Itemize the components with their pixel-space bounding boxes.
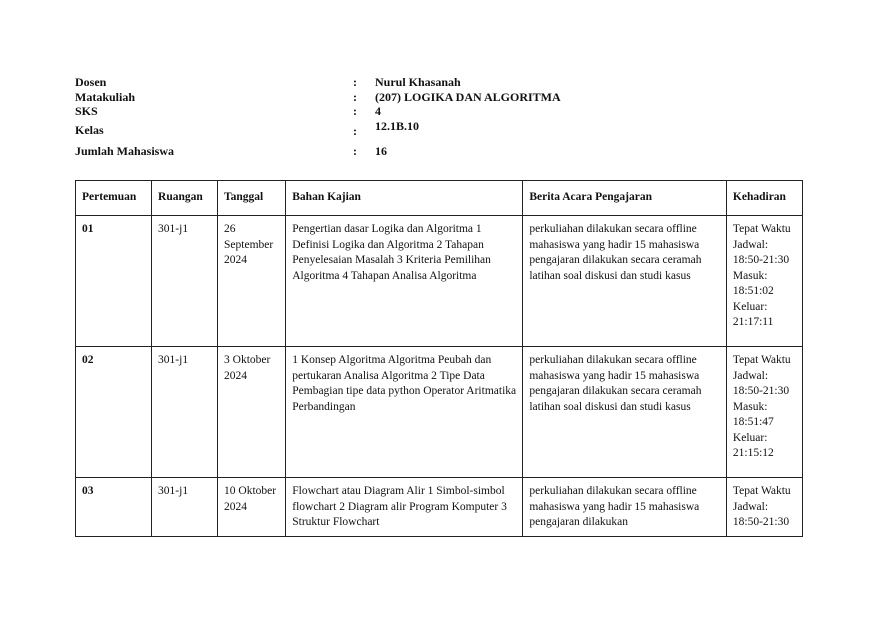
kehadiran-keluar: 21:15:12 xyxy=(732,447,774,459)
cell-bahan-kajian: Pengertian dasar Logika dan Algoritma 1 Definisi Logika dan Algoritma 2 Tahapan Penyelesaian Masalah 3 Kriteria Pemilihan Algoritma 4 Tahapan Analisa Algoritma xyxy=(286,216,523,347)
info-label: Kelas xyxy=(75,123,104,137)
cell-bahan-kajian: 1 Konsep Algoritma Algoritma Peubah dan pertukaran Analisa Algoritma 2 Tipe Data Pembagian tipe data python Operator Aritmatika Perbandingan xyxy=(286,347,523,478)
column-header-kehadiran: Kehadiran xyxy=(726,181,802,216)
info-label: SKS xyxy=(75,104,98,118)
cell-berita-acara: perkuliahan dilakukan secara offline mahasiswa yang hadir 15 mahasiswa pengajaran dilakukan xyxy=(523,478,727,537)
cell-ruangan: 301-j1 xyxy=(152,347,218,478)
kehadiran-masuk-label: Masuk: xyxy=(732,400,768,413)
cell-berita-acara: perkuliahan dilakukan secara offline mahasiswa yang hadir 15 mahasiswa pengajaran dilakukan secara ceramah latihan soal diskusi dan studi kasus xyxy=(523,347,727,478)
info-label: Jumlah Mahasiswa xyxy=(75,144,175,158)
kehadiran-masuk: 18:51:47 xyxy=(732,416,774,428)
kehadiran-jadwal: 18:50-21:30 xyxy=(732,385,790,397)
cell-ruangan: 301-j1 xyxy=(152,478,218,537)
kehadiran-keluar: 21:17:11 xyxy=(732,316,774,328)
kehadiran-jadwal-label: Jadwal: xyxy=(732,500,769,513)
kehadiran-keluar-label: Keluar: xyxy=(732,300,768,313)
kehadiran-jadwal-label: Jadwal: xyxy=(732,238,769,251)
cell-tanggal: 10 Oktober 2024 xyxy=(218,478,286,537)
kehadiran-masuk-label: Masuk: xyxy=(732,269,768,282)
info-separator: : xyxy=(353,144,357,158)
info-value: 4 xyxy=(375,104,381,118)
table-row xyxy=(76,478,803,537)
column-header-pertemuan: Pertemuan xyxy=(76,181,152,216)
info-value: (207) LOGIKA DAN ALGORITMA xyxy=(375,90,561,104)
info-separator: : xyxy=(353,75,357,89)
column-header-ruangan: Ruangan xyxy=(152,181,218,216)
info-label: Matakuliah xyxy=(75,90,136,104)
column-header-bahan-kajian: Bahan Kajian xyxy=(286,181,523,216)
info-value: Nurul Khasanah xyxy=(375,75,461,89)
column-header-tanggal: Tanggal xyxy=(218,181,286,216)
column-header-berita-acara: Berita Acara Pengajaran xyxy=(523,181,727,216)
cell-tanggal: 3 Oktober 2024 xyxy=(218,347,286,478)
cell-berita-acara: perkuliahan dilakukan secara offline mahasiswa yang hadir 15 mahasiswa pengajaran dilakukan secara ceramah latihan soal diskusi dan studi kasus xyxy=(523,216,727,347)
cell-kehadiran xyxy=(726,347,802,478)
table-row xyxy=(76,347,803,478)
kehadiran-jadwal: 18:50-21:30 xyxy=(732,516,790,528)
attendance-table xyxy=(75,180,803,537)
cell-pertemuan: 02 xyxy=(76,347,152,478)
info-separator: : xyxy=(353,90,357,104)
cell-ruangan: 301-j1 xyxy=(152,216,218,347)
kehadiran-status: Tepat Waktu xyxy=(732,223,791,235)
kehadiran-status: Tepat Waktu xyxy=(732,485,791,497)
kehadiran-keluar-label: Keluar: xyxy=(732,431,768,444)
cell-pertemuan: 01 xyxy=(76,216,152,347)
kehadiran-jadwal-label: Jadwal: xyxy=(732,369,769,382)
table-header-row xyxy=(76,181,803,216)
info-separator: : xyxy=(353,104,357,118)
cell-kehadiran xyxy=(726,478,802,537)
kehadiran-status: Tepat Waktu xyxy=(732,354,791,366)
info-value: 16 xyxy=(375,144,387,158)
info-value: 12.1B.10 xyxy=(375,119,420,133)
kehadiran-masuk: 18:51:02 xyxy=(732,285,774,297)
cell-tanggal: 26 September 2024 xyxy=(218,216,286,347)
cell-kehadiran xyxy=(726,216,802,347)
table-row xyxy=(76,216,803,347)
info-separator: : xyxy=(353,124,357,138)
info-label: Dosen xyxy=(75,75,107,89)
kehadiran-jadwal: 18:50-21:30 xyxy=(732,254,790,266)
cell-pertemuan: 03 xyxy=(76,478,152,537)
cell-bahan-kajian: Flowchart atau Diagram Alir 1 Simbol-simbol flowchart 2 Diagram alir Program Komputer 3 Struktur Flowchart xyxy=(286,478,523,537)
